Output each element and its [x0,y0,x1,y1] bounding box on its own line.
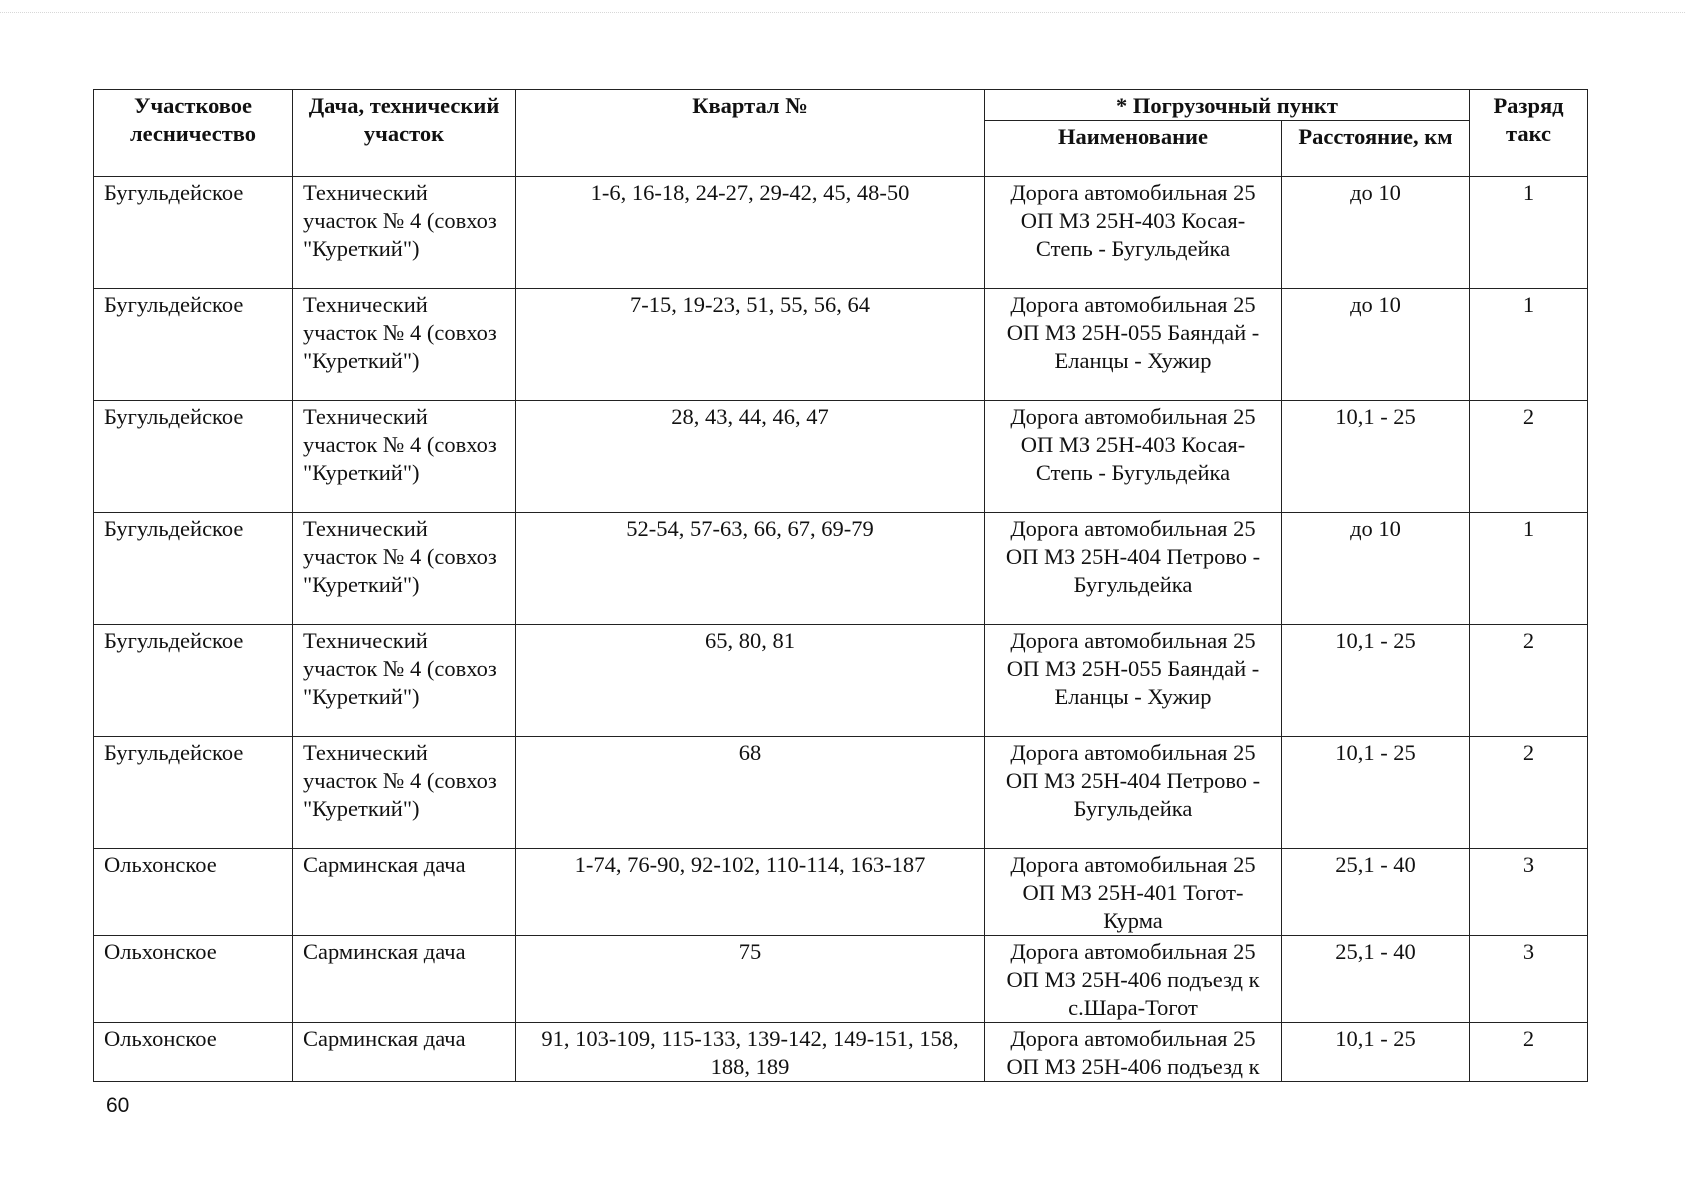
cell-tax-class: 3 [1470,849,1588,936]
cell-quarters: 52-54, 57-63, 66, 67, 69-79 [516,513,985,625]
header-dacha: Дача, технический участок [293,90,516,177]
cell-quarters: 28, 43, 44, 46, 47 [516,401,985,513]
header-loading-point: * Погрузочный пункт [985,90,1470,121]
cell-name: Дорога автомобильная 25 ОП МЗ 25Н-403 Косая-Степь - Бугульдейка [985,177,1282,289]
cell-name: Дорога автомобильная 25 ОП МЗ 25Н-055 Баяндай - Еланцы - Хужир [985,625,1282,737]
cell-name: Дорога автомобильная 25 ОП МЗ 25Н-401 Тогот-Курма [985,849,1282,936]
header-distance: Расстояние, км [1282,121,1470,177]
cell-quarters: 75 [516,936,985,1023]
header-forestry: Участковое лесничество [94,90,293,177]
cell-forestry: Бугульдейское [94,625,293,737]
cell-name: Дорога автомобильная 25 ОП МЗ 25Н-403 Косая-Степь - Бугульдейка [985,401,1282,513]
scan-edge-line [0,12,1685,13]
table-row [94,401,1588,513]
cell-forestry: Бугульдейское [94,401,293,513]
cell-forestry: Ольхонское [94,936,293,1023]
cell-tax-class: 2 [1470,1023,1588,1082]
table-header [94,90,1588,177]
cell-distance: 10,1 - 25 [1282,1023,1470,1082]
cell-distance: до 10 [1282,513,1470,625]
header-name: Наименование [985,121,1282,177]
cell-dacha: Технический участок № 4 (совхоз "Куреткий") [293,401,516,513]
cell-quarters: 65, 80, 81 [516,625,985,737]
cell-forestry: Бугульдейское [94,289,293,401]
table-row [94,737,1588,849]
table-row [94,936,1588,1023]
table-row [94,513,1588,625]
cell-dacha: Сарминская дача [293,849,516,936]
cell-distance: 10,1 - 25 [1282,625,1470,737]
cell-name: Дорога автомобильная 25 ОП МЗ 25Н-406 подъезд к [985,1023,1282,1082]
cell-dacha: Технический участок № 4 (совхоз "Куреткий") [293,513,516,625]
table-row [94,625,1588,737]
cell-distance: 25,1 - 40 [1282,936,1470,1023]
cell-forestry: Бугульдейское [94,513,293,625]
cell-dacha: Технический участок № 4 (совхоз "Куреткий") [293,625,516,737]
cell-name: Дорога автомобильная 25 ОП МЗ 25Н-406 подъезд к с.Шара-Тогот [985,936,1282,1023]
cell-distance: до 10 [1282,289,1470,401]
cell-forestry: Бугульдейское [94,737,293,849]
cell-distance: 25,1 - 40 [1282,849,1470,936]
cell-forestry: Ольхонское [94,1023,293,1082]
header-tax-class: Разряд такс [1470,90,1588,177]
cell-tax-class: 2 [1470,737,1588,849]
table-row [94,1023,1588,1082]
cell-dacha: Сарминская дача [293,936,516,1023]
cell-dacha: Технический участок № 4 (совхоз "Куреткий") [293,289,516,401]
cell-dacha: Технический участок № 4 (совхоз "Куреткий") [293,177,516,289]
cell-name: Дорога автомобильная 25 ОП МЗ 25Н-404 Петрово - Бугульдейка [985,737,1282,849]
cell-tax-class: 2 [1470,401,1588,513]
cell-forestry: Ольхонское [94,849,293,936]
cell-quarters: 1-6, 16-18, 24-27, 29-42, 45, 48-50 [516,177,985,289]
cell-tax-class: 1 [1470,177,1588,289]
cell-dacha: Сарминская дача [293,1023,516,1082]
cell-tax-class: 1 [1470,513,1588,625]
table-row [94,289,1588,401]
cell-name: Дорога автомобильная 25 ОП МЗ 25Н-055 Баяндай - Еланцы - Хужир [985,289,1282,401]
cell-distance: 10,1 - 25 [1282,737,1470,849]
cell-dacha: Технический участок № 4 (совхоз "Куреткий") [293,737,516,849]
page-number: 60 [106,1094,130,1117]
cell-tax-class: 1 [1470,289,1588,401]
cell-quarters: 1-74, 76-90, 92-102, 110-114, 163-187 [516,849,985,936]
cell-distance: 10,1 - 25 [1282,401,1470,513]
cell-quarters: 7-15, 19-23, 51, 55, 56, 64 [516,289,985,401]
header-quarter: Квартал № [516,90,985,177]
cell-tax-class: 2 [1470,625,1588,737]
cell-distance: до 10 [1282,177,1470,289]
table-row [94,177,1588,289]
loading-points-table [93,89,1588,1082]
cell-quarters: 68 [516,737,985,849]
cell-name: Дорога автомобильная 25 ОП МЗ 25Н-404 Петрово - Бугульдейка [985,513,1282,625]
cell-quarters: 91, 103-109, 115-133, 139-142, 149-151, 158, 188, 189 [516,1023,985,1082]
table-row [94,849,1588,936]
cell-forestry: Бугульдейское [94,177,293,289]
cell-tax-class: 3 [1470,936,1588,1023]
